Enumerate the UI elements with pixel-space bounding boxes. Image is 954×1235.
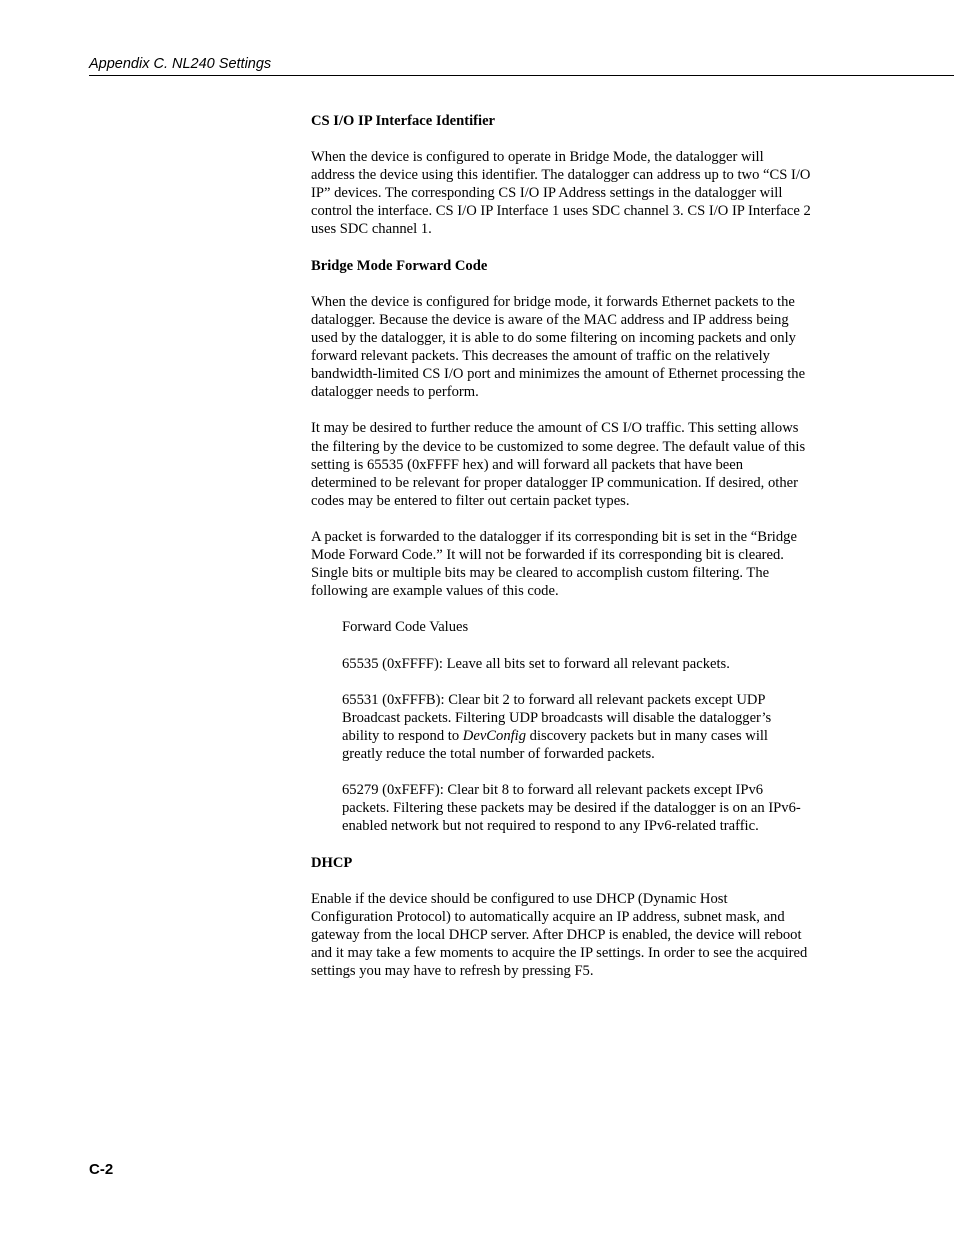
dhcp-paragraph: Enable if the device should be configured to use DHCP (Dynamic Host Configuration Protocol) to automatically acquire an IP address, subnet mask, and gateway from the local DHCP server. After DHCP is enabled, the device will reboot and it may take a few moments to acquire the IP settings. In order to see the acquired settings you may have to refresh by pressing F5.	[311, 890, 808, 980]
section-heading-dhcp: DHCP	[311, 854, 353, 871]
bridge-paragraph-1: When the device is configured for bridge mode, it forwards Ethernet packets to the datalogger. Because the device is aware of the MAC address and IP address being used by the datalogger, it is able to do some filtering on incoming packets and only forward relevant packets. This decreases the amount of traffic on the relatively bandwidth-limited CS I/O port and minimizes the amount of Ethernet processing the datalogger needs to perform.	[311, 293, 806, 401]
body-column	[311, 112, 811, 998]
bridge-paragraph-2: It may be desired to further reduce the amount of CS I/O traffic. This setting allows the filtering by the device to be customized to some degree. The default value of this setting is 65535 (0xFFFF hex) and will forward all packets that have been determined to be relevant for proper datalogger IP communication. If desired, other codes may be entered to filter out certain packet types.	[311, 420, 806, 509]
value-2-text-b: discovery packets but in many cases will greatly reduce the total number of forwarded packets.	[342, 728, 768, 763]
running-header: Appendix C. NL240 Settings	[89, 55, 954, 76]
devconfig-emphasis: DevConfig	[462, 728, 527, 744]
value-2-text-a: 65531 (0xFFFB): Clear bit 2 to forward all relevant packets except UDP Broadcast packets. Filtering UDP broadcasts will disable the datalogger’s ability to respond to	[342, 691, 772, 744]
section-heading-bridge: Bridge Mode Forward Code	[311, 257, 488, 274]
forward-code-value-3: 65279 (0xFEFF): Clear bit 8 to forward all relevant packets except IPv6 packets. Filtering these packets may be desired if the datalogger is on an IPv6-enabled network but not required to respond to any IPv6-related traffic.	[342, 782, 801, 835]
forward-code-value-2	[342, 691, 811, 763]
section-heading-csio: CS I/O IP Interface Identifier	[311, 113, 496, 129]
forward-code-values-title: Forward Code Values	[342, 619, 469, 636]
csio-paragraph: When the device is configured to operate in Bridge Mode, the datalogger will address the device using this identifier. The datalogger can address up to two “CS I/O IP” devices. The corresponding CS I/O IP Address settings in the datalogger will control the interface. CS I/O IP Interface 1 uses SDC channel 3. CS I/O IP Interface 2 uses SDC channel 1.	[311, 149, 811, 238]
bridge-paragraph-3: A packet is forwarded to the datalogger if its corresponding bit is set in the “Bridge Mode Forward Code.” It will not be forwarded if its corresponding bit is cleared. Single bits or multiple bits may be cleared to accomplish custom filtering. The following are example values of this code.	[311, 528, 797, 600]
forward-code-value-1: 65535 (0xFFFF): Leave all bits set to forward all relevant packets.	[342, 655, 730, 672]
page-number: C-2	[89, 1161, 114, 1178]
